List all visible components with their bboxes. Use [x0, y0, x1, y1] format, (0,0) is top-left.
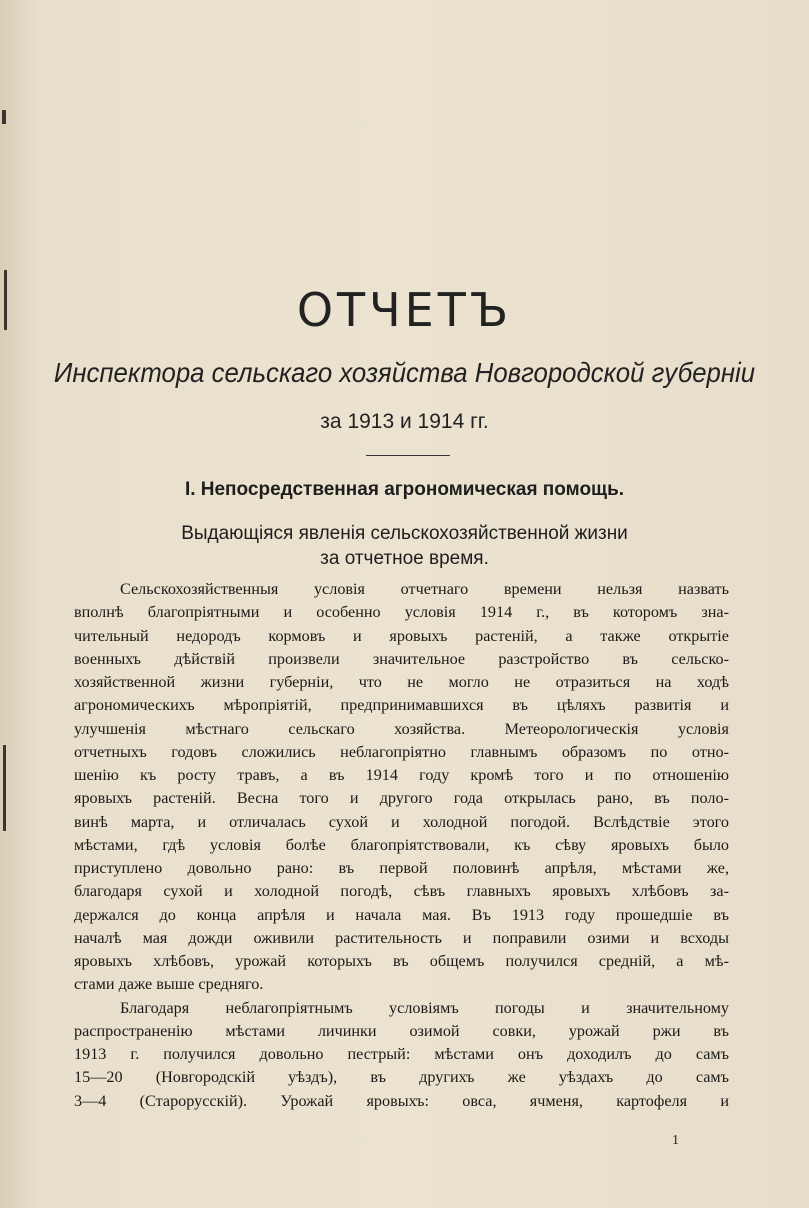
body-line: 1913 г. получился довольно пестрый: мѣстами онъ доходилъ до самъ	[74, 1045, 729, 1063]
body-line: винѣ марта, и отличалась сухой и холодной погодой. Вслѣдствіе этого	[74, 812, 729, 831]
body-line: агрономическихъ мѣропріятій, предпринимавшихся въ цѣляхъ развитія и	[74, 696, 729, 715]
body-line: отчетныхъ годовъ сложились неблагопріятно главнымъ образомъ по отно-	[74, 742, 729, 761]
binding-edge-mark	[2, 110, 6, 124]
body-line: Сельскохозяйственныя условія отчетнаго времени нельзя назвать	[120, 580, 729, 598]
subheading-line: Выдающіяся явленія сельскохозяйственной жизни	[181, 523, 628, 544]
body-line: чительный недородъ кормовъ и яровыхъ растеній, а также открытіе	[74, 626, 729, 645]
body-line: яровыхъ растеній. Весна того и другого года открылась рано, въ поло-	[74, 789, 729, 808]
body-line: 3—4 (Старорусскій). Урожай яровыхъ: овса, ячменя, картофеля и	[74, 1091, 729, 1110]
report-years: за 1913 и 1914 гг.	[320, 410, 489, 433]
body-line: приступлено довольно рано: въ первой половинѣ апрѣля, мѣстами же,	[74, 859, 729, 877]
body-line: улучшенія мѣстнаго сельскаго хозяйства. Метеорологическія условія	[74, 719, 729, 738]
title-divider	[366, 455, 450, 456]
section-heading: I. Непосредственная агрономическая помощь.	[184, 479, 625, 500]
body-line: 15—20 (Новгородскій уѣздъ), въ другихъ же уѣздахъ до самъ	[74, 1068, 729, 1087]
body-line: стами даже выше средняго.	[74, 975, 264, 994]
binding-edge-mark	[3, 745, 6, 831]
body-line: началѣ мая дожди оживили растительность и поправили озими и всходы	[74, 928, 729, 947]
report-title: ОТЧЕТЪ	[296, 283, 513, 337]
section-subheading	[0, 521, 809, 571]
report-subtitle: Инспектора сельскаго хозяйства Новгородской губерніи	[53, 357, 756, 388]
body-line: вполнѣ благопріятными и особенно условія 1914 г., въ которомъ зна-	[74, 603, 729, 622]
body-line: шенію къ росту травъ, а въ 1914 году кромѣ того и по отношенію	[74, 766, 729, 784]
body-line: военныхъ дѣйствій произвели значительное разстройство въ сельско-	[74, 649, 729, 668]
body-line: благодаря сухой и холодной погодѣ, сѣвъ главныхъ яровыхъ хлѣбовъ за-	[74, 882, 729, 901]
body-line: распространенію мѣстами личинки озимой совки, урожай ржи въ	[74, 1021, 729, 1040]
body-line: яровыхъ хлѣбовъ, урожай которыхъ въ общемъ получился средній, а мѣ-	[74, 952, 729, 970]
body-line: мѣстами, гдѣ условія болѣе благопріятствовали, къ сѣву яровыхъ было	[74, 835, 729, 854]
subheading-line: за отчетное время.	[320, 548, 489, 569]
body-text	[74, 578, 729, 1113]
body-line: хозяйственной жизни губерніи, что не могло не отразиться на ходѣ	[74, 673, 729, 691]
page-number: 1	[672, 1133, 679, 1148]
body-line: держался до конца апрѣля и начала мая. Въ 1913 году прошедшіе въ	[74, 905, 729, 924]
body-line: Благодаря неблагопріятнымъ условіямъ погоды и значительному	[120, 998, 729, 1017]
